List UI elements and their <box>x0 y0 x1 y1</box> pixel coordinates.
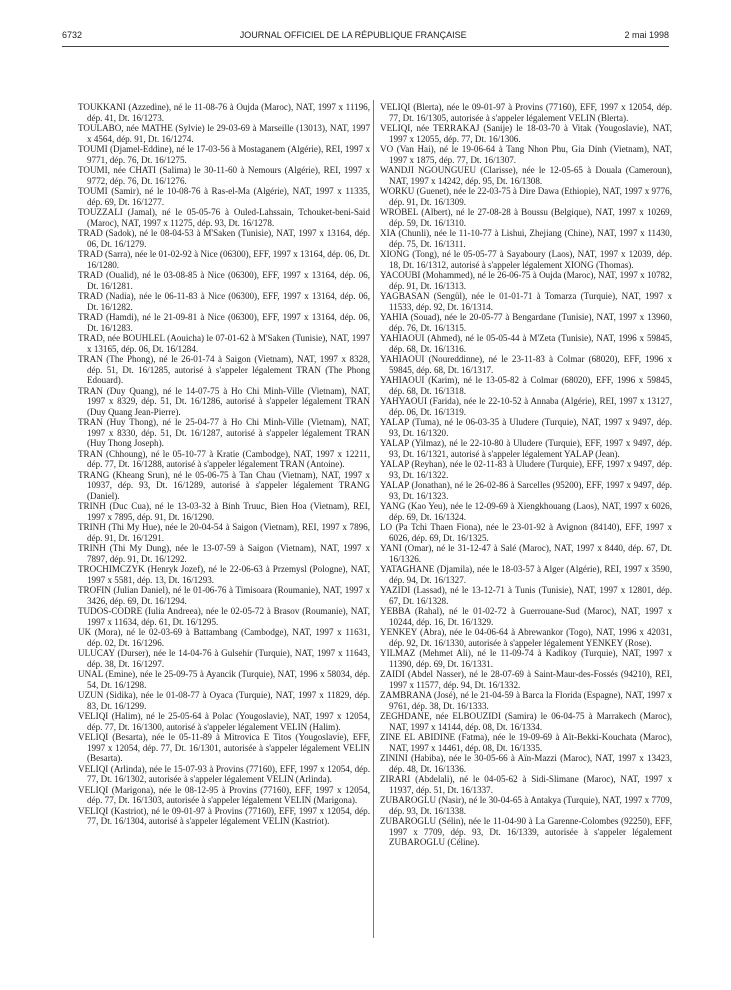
register-entry: YATAGHANE (Djamila), née le 18-03-57 à Alger (Algérie), REI, 1997 x 3590, dép. 94, Dt. 16/1327. <box>380 564 672 585</box>
journal-title: JOURNAL OFFICIEL DE LA RÉPUBLIQUE FRANÇAISE <box>239 30 467 40</box>
register-entry: TRAD (Hamdi), né le 21-09-81 à Nice (06300), EFF, 1997 x 13164, dép. 06, Dt. 16/1283. <box>78 312 370 333</box>
register-entry: WANDJI NGOUNGUEU (Clarisse), née le 12-05-65 à Douala (Cameroun), NAT, 1997 x 14242, dép. 95, Dt. 16/1308. <box>380 165 672 186</box>
register-entry: YACOUBI (Mohammed), né le 26-06-75 à Oujda (Maroc), NAT, 1997 x 10782, dép. 91, Dt. 16/1313. <box>380 270 672 291</box>
register-entry: YAGBASAN (Sengül), née le 01-01-71 à Tomarza (Turquie), NAT, 1997 x 11533, dép. 92, Dt. 16/1314. <box>380 291 672 312</box>
right-column <box>380 102 672 848</box>
register-entry: TOUMI, née CHATI (Salima) le 30-11-60 à Nemours (Algérie), REI, 1997 x 9772, dép. 76, Dt. 16/1276. <box>78 165 370 186</box>
register-entry: TRAD (Sadok), né le 08-04-53 à M'Saken (Tunisie), NAT, 1997 x 13164, dép. 06, Dt. 16/1279. <box>78 228 370 249</box>
left-column <box>78 102 370 827</box>
register-entry: VO (Van Hai), né le 19-06-64 à Tang Nhon Phu, Gia Dinh (Vietnam), NAT, 1997 x 1875, dép. 77, Dt. 16/1307. <box>380 144 672 165</box>
register-entry: UZUN (Sidika), née le 01-08-77 à Oyaca (Turquie), NAT, 1997 x 11829, dép. 83, Dt. 16/1299. <box>78 690 370 711</box>
register-entry: YAHIA (Souad), née le 20-05-77 à Bengardane (Tunisie), NAT, 1997 x 13960, dép. 76, Dt. 16/1315. <box>380 312 672 333</box>
register-entry: TROCHIMCZYK (Henryk Jozef), né le 22-06-63 à Przemysl (Pologne), NAT, 1997 x 5581, dép. 13, Dt. 16/1293. <box>78 564 370 585</box>
register-entry: TOUZZALI (Jamal), né le 05-05-76 à Ouled-Lahssain, Tchouket-beni-Said (Maroc), NAT, 1997 x 11275, dép. 93, Dt. 16/1278. <box>78 207 370 228</box>
register-entry: YAHIAOUI (Karim), né le 13-05-82 à Colmar (68020), EFF, 1996 x 59845, dép. 68, Dt. 16/1318. <box>380 375 672 396</box>
register-entry: YALAP (Reyhan), née le 02-11-83 à Uludere (Turquie), EFF, 1997 x 9497, dép. 93, Dt. 16/1322. <box>380 459 672 480</box>
register-entry: YANG (Kao Yeu), née le 12-09-69 à Xiengkhouang (Laos), NAT, 1997 x 6026, dép. 69, Dt. 16/1324. <box>380 501 672 522</box>
register-entry: TRINH (Thi My Dung), née le 13-07-59 à Saigon (Vietnam), NAT, 1997 x 7897, dép. 91, Dt. 16/1292. <box>78 543 370 564</box>
register-entry: UNAL (Emine), née le 25-09-75 à Ayancik (Turquie), NAT, 1996 x 58034, dép. 54, Dt. 16/1298. <box>78 669 370 690</box>
register-entry: ZEGHDANE, née ELBOUZIDI (Samira) le 06-04-75 à Marrakech (Maroc), NAT, 1997 x 14144, dép. 08, Dt. 16/1334. <box>380 711 672 732</box>
register-entry: ZININI (Habiba), née le 30-05-66 à Aïn-Mazzi (Maroc), NAT, 1997 x 13423, dép. 48, Dt. 16/1336. <box>380 753 672 774</box>
register-entry: TRANG (Kheang Srun), né le 05-06-75 à Tan Chau (Vietnam), NAT, 1997 x 10937, dép. 93, Dt. 16/1289, autorisé à s'appeler légalement TRANG (Daniel). <box>78 469 370 501</box>
register-entry: LO (Pa Tchi Thaen Fiona), née le 23-01-92 à Avignon (84140), EFF, 1997 x 6026, dép. 69, Dt. 16/1325. <box>380 522 672 543</box>
register-entry: VELIQI (Kastriot), né le 09-01-97 à Provins (77160), EFF, 1997 x 12054, dép. 77, Dt. 16/1304, autorisé à s'appeler légalement VELIN (Kastriot). <box>78 805 370 826</box>
header-rule <box>62 46 669 47</box>
register-entry: ZAMBRANA (José), né le 21-04-59 à Barca la Florida (Espagne), NAT, 1997 x 9761, dép. 38, Dt. 16/1333. <box>380 690 672 711</box>
register-entry: VELIQI (Marigona), née le 08-12-95 à Provins (77160), EFF, 1997 x 12054, dép. 77, Dt. 16/1303, autorisée à s'appeler légalement VELIN (Marigona). <box>78 784 370 805</box>
register-entry: ULUCAY (Durser), née le 14-04-76 à Gulsehir (Turquie), NAT, 1997 x 11643, dép. 38, Dt. 16/1297. <box>78 648 370 669</box>
register-entry: WROBEL (Albert), né le 27-08-28 à Boussu (Belgique), NAT, 1997 x 10269, dép. 59, Dt. 16/1310. <box>380 207 672 228</box>
register-entry: TOUKKANI (Azzedine), né le 11-08-76 à Oujda (Maroc), NAT, 1997 x 11196, dép. 41, Dt. 16/1273. <box>78 102 370 123</box>
register-entry: TRAD, née BOUHLEL (Aouicha) le 07-01-62 à M'Saken (Tunisie), NAT, 1997 x 13165, dép. 06, Dt. 16/1284. <box>78 333 370 354</box>
register-entry: YILMAZ (Mehmet Ali), né le 11-09-74 à Kadikoy (Turquie), NAT, 1997 x 11390, dép. 69, Dt. 16/1331. <box>380 648 672 669</box>
register-entry: VELIQI, née TERRAKAJ (Sanije) le 18-03-70 à Vitak (Yougoslavie), NAT, 1997 x 12055, dép. 77, Dt. 16/1306. <box>380 123 672 144</box>
register-entry: VELIQI (Besarta), née le 05-11-89 à Mitrovica E Titos (Yougoslavie), EFF, 1997 x 12054, dép. 77, Dt. 16/1301, autorisée à s'appeler légalement VELIN (Besarta). <box>78 732 370 763</box>
register-entry: TRINH (Thi My Hue), née le 20-04-54 à Saigon (Vietnam), REI, 1997 x 7896, dép. 91, Dt. 16/1291. <box>78 522 370 543</box>
register-entry: YEBBA (Rahal), né le 01-02-72 à Guerrouane-Sud (Maroc), NAT, 1997 x 10244, dép. 16, Dt. 16/1329. <box>380 606 672 627</box>
register-entry: TRAD (Sarra), née le 01-02-92 à Nice (06300), EFF, 1997 x 13164, dép. 06, Dt. 16/1280. <box>78 249 370 270</box>
register-entry: VELIQI (Arlinda), née le 15-07-93 à Provins (77160), EFF, 1997 x 12054, dép. 77, Dt. 16/1302, autorisée à s'appeler légalement VELIN (Arlinda). <box>78 763 370 784</box>
register-entry: VELIQI (Blerta), née le 09-01-97 à Provins (77160), EFF, 1997 x 12054, dép. 77, Dt. 16/1305, autorisée à s'appeler légalement VELIN (Blerta). <box>380 102 672 123</box>
register-entry: ZINE EL ABIDINE (Fatma), née le 19-09-69 à Aït-Bekki-Kouchata (Maroc), NAT, 1997 x 14461, dép. 08, Dt. 16/1335. <box>380 732 672 753</box>
register-entry: TRAD (Oualid), né le 03-08-85 à Nice (06300), EFF, 1997 x 13164, dép. 06, Dt. 16/1281. <box>78 270 370 291</box>
register-entry: YAHYAOUI (Farida), née le 22-10-52 à Annaba (Algérie), REI, 1997 x 13127, dép. 06, Dt. 16/1319. <box>380 396 672 417</box>
register-entry: YENKEY (Abra), née le 04-06-64 à Abrewankor (Togo), NAT, 1996 x 42031, dép. 92, Dt. 16/1330, autorisée à s'appeler légalement YENKEY (Rose). <box>380 627 672 648</box>
register-entry: YALAP (Yilmaz), né le 22-10-80 à Uludere (Turquie), EFF, 1997 x 9497, dép. 93, Dt. 16/1321, autorisé à s'appeler légalement YALAP (Jean). <box>380 438 672 459</box>
register-entry: TRAN (The Phong), né le 26-01-74 à Saigon (Vietnam), NAT, 1997 x 8328, dép. 51, Dt. 16/1285, autorisé à s'appeler légalement TRAN (The Phong Edouard). <box>78 354 370 385</box>
register-entry: TRINH (Duc Cua), né le 13-03-32 à Binh Truuc, Bien Hoa (Vietnam), REI, 1997 x 7895, dép. 91, Dt. 16/1290. <box>78 501 370 522</box>
register-entry: XIA (Chunli), née le 11-10-77 à Lishui, Zhejiang (Chine), NAT, 1997 x 11430, dép. 75, Dt. 16/1311. <box>380 228 672 249</box>
register-entry: ZUBAROGLU (Nasir), né le 30-04-65 à Antakya (Turquie), NAT, 1997 x 7709, dép. 93, Dt. 16/1338. <box>380 795 672 816</box>
column-divider <box>373 100 374 938</box>
register-entry: ZUBAROGLU (Sélin), née le 11-04-90 à La Garenne-Colombes (92250), EFF, 1997 x 7709, dép. 93, Dt. 16/1339, autorisée à s'appeler légalement ZUBAROGLU (Céline). <box>380 816 672 847</box>
register-entry: YAZIDI (Lassad), né le 13-12-71 à Tunis (Tunisie), NAT, 1997 x 12801, dép. 67, Dt. 16/1328. <box>380 585 672 606</box>
register-entry: TRAN (Duy Quang), né le 14-07-75 à Ho Chi Minh-Ville (Vietnam), NAT, 1997 x 8329, dép. 51, Dt. 16/1286, autorisé à s'appeler légalement TRAN (Duy Quang Jean-Pierre). <box>78 385 370 417</box>
register-entry: XIONG (Tong), né le 05-05-77 à Sayaboury (Laos), NAT, 1997 x 12039, dép. 18, Dt. 16/1312, autorisé à s'appeler légalement XIONG (Thomas). <box>380 249 672 270</box>
register-entry: TRAN (Huy Thong), né le 25-04-77 à Ho Chi Minh-Ville (Vietnam), NAT, 1997 x 8330, dép. 51, Dt. 16/1287, autorisé à s'appeler légalement TRAN (Huy Thong Joseph). <box>78 417 370 448</box>
register-entry: TOUMI (Samir), né le 10-08-76 à Ras-el-Ma (Algérie), NAT, 1997 x 11335, dép. 69, Dt. 16/1277. <box>78 186 370 207</box>
register-entry: UK (Mora), né le 02-03-69 à Battambang (Cambodge), NAT, 1997 x 11631, dép. 02, Dt. 16/1296. <box>78 627 370 648</box>
register-entry: YANI (Omar), né le 31-12-47 à Salé (Maroc), NAT, 1997 x 8440, dép. 67, Dt. 16/1326. <box>380 543 672 564</box>
register-entry: TROFIN (Julian Daniel), né le 01-06-76 à Timisoara (Roumanie), NAT, 1997 x 3426, dép. 69, Dt. 16/1294. <box>78 585 370 606</box>
register-entry: TRAD (Nadia), née le 06-11-83 à Nice (06300), EFF, 1997 x 13164, dép. 06, Dt. 16/1282. <box>78 291 370 312</box>
page-header <box>62 28 669 42</box>
register-entry: YAHIAOUI (Noureddinne), né le 23-11-83 à Colmar (68020), EFF, 1996 x 59845, dép. 68, Dt. 16/1317. <box>380 354 672 375</box>
register-entry: VELIQI (Halim), né le 25-05-64 à Polac (Yougoslavie), NAT, 1997 x 12054, dép. 77, Dt. 16/1300, autorisé à s'appeler légalement VELIN (Halim). <box>78 711 370 732</box>
register-entry: YAHIAOUI (Ahmed), né le 05-05-44 à M'Zeta (Tunisie), NAT, 1996 x 59845, dép. 68, Dt. 16/1316. <box>380 333 672 354</box>
page-number: 6732 <box>62 30 83 40</box>
publication-date: 2 mai 1998 <box>624 30 669 40</box>
register-entry: TOULABO, née MATHE (Sylvie) le 29-03-69 à Marseille (13013), NAT, 1997 x 4564, dép. 91, Dt. 16/1274. <box>78 123 370 144</box>
register-entry: WORKU (Guenet), née le 22-03-75 à Dire Dawa (Ethiopie), NAT, 1997 x 9776, dép. 91, Dt. 16/1309. <box>380 186 672 207</box>
register-entry: YALAP (Jonathan), né le 26-02-86 à Sarcelles (95200), EFF, 1997 x 9497, dép. 93, Dt. 16/1323. <box>380 480 672 501</box>
register-entry: TRAN (Chhoung), né le 05-10-77 à Kratie (Cambodge), NAT, 1997 x 12211, dép. 77, Dt. 16/1288, autorisé à s'appeler légalement TRAN (Antoine). <box>78 448 370 469</box>
register-entry: ZIRARI (Abdelali), né le 04-05-62 à Sidi-Slimane (Maroc), NAT, 1997 x 11937, dép. 51, Dt. 16/1337. <box>380 774 672 795</box>
register-entry: ZAIDI (Abdel Nasser), né le 28-07-69 à Saint-Maur-des-Fossés (94210), REI, 1997 x 11577, dép. 94, Dt. 16/1332. <box>380 669 672 690</box>
register-entry: TOUMI (Djamel-Eddine), né le 17-03-56 à Mostaganem (Algérie), REI, 1997 x 9771, dép. 76, Dt. 16/1275. <box>78 144 370 165</box>
register-entry: YALAP (Tuma), né le 06-03-35 à Uludere (Turquie), NAT, 1997 x 9497, dép. 93, Dt. 16/1320. <box>380 417 672 438</box>
register-entry: TUDOS-CODRE (Iulia Andreea), née le 02-05-72 à Brasov (Roumanie), NAT, 1997 x 11634, dép. 61, Dt. 16/1295. <box>78 606 370 627</box>
